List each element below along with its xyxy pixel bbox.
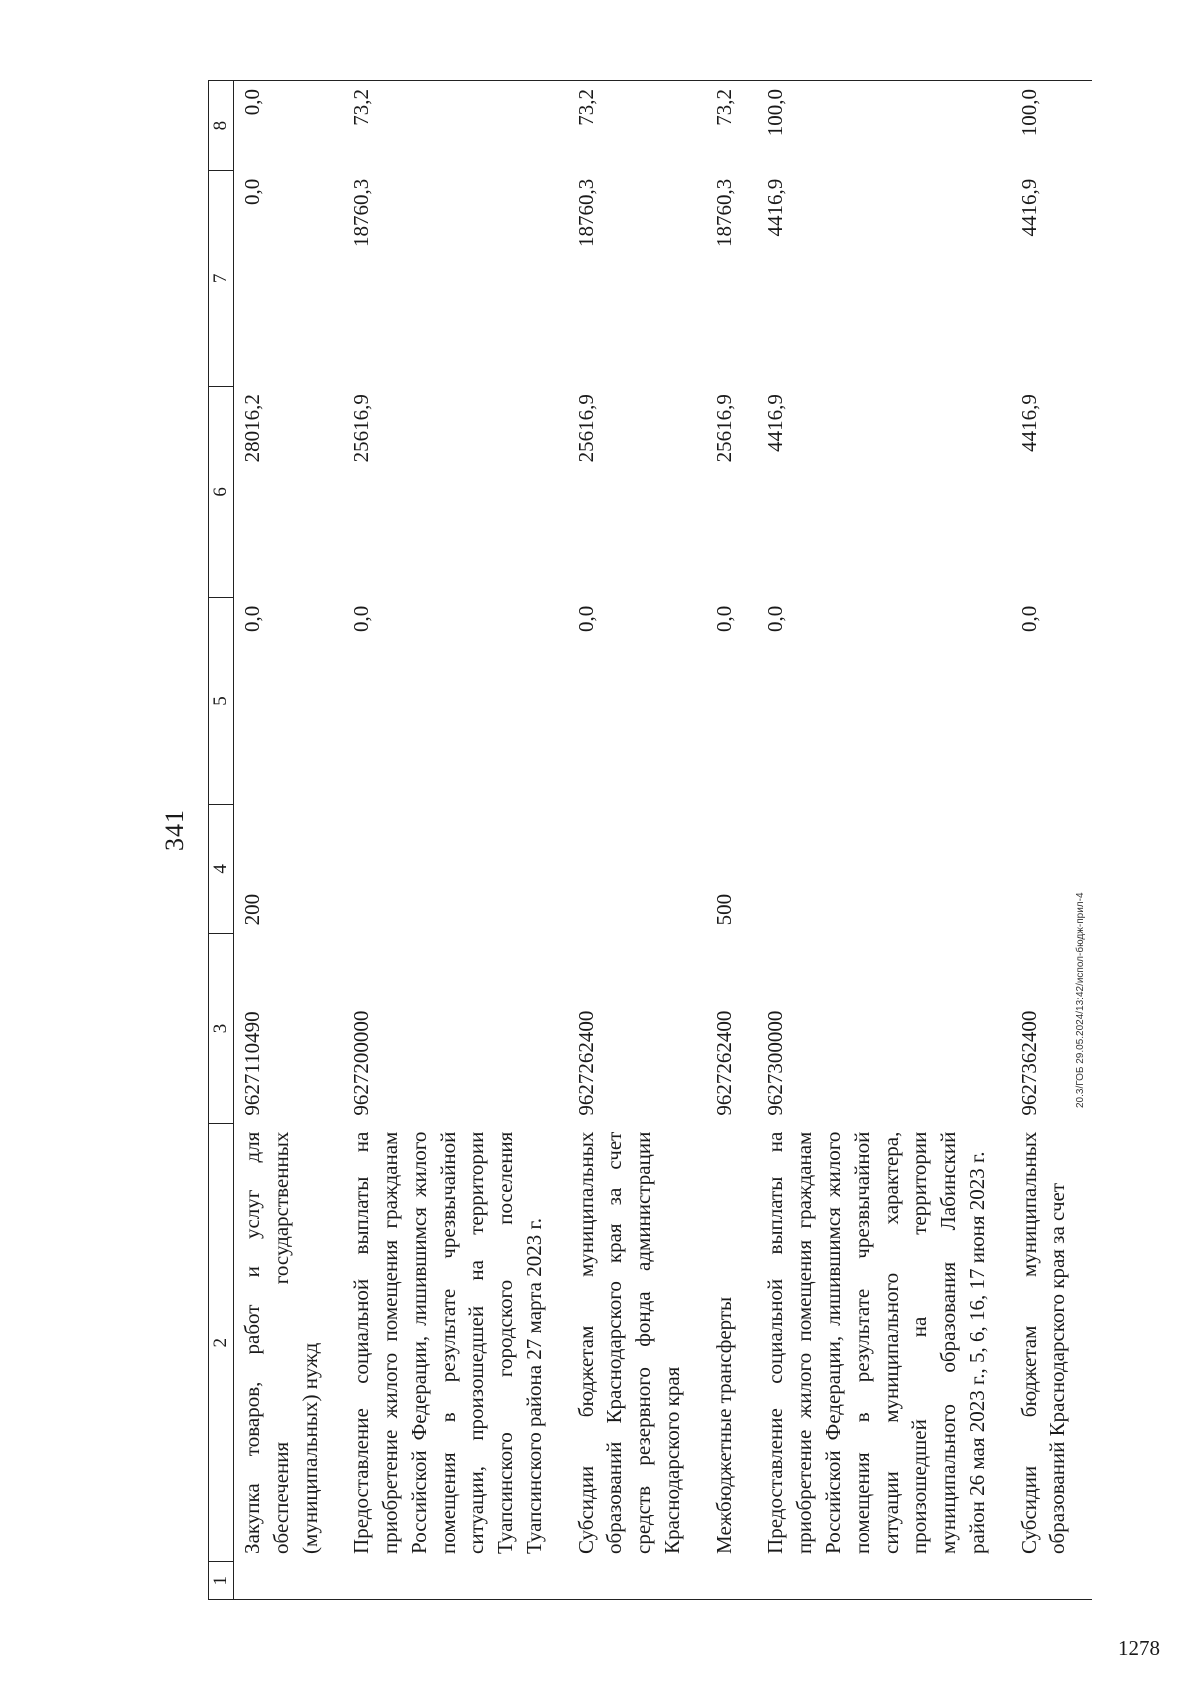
row-value-5: 0,0 (349, 605, 374, 632)
column-header-6: 6 (209, 386, 234, 598)
column-header-5: 5 (209, 598, 234, 805)
table-row (569, 81, 707, 1600)
header-row (209, 81, 234, 1600)
table-row (707, 81, 759, 1600)
table-body (234, 81, 1093, 1600)
row-index-cell (344, 1562, 568, 1600)
row-value-6: 25616,9 (573, 394, 598, 463)
row-value-5: 0,0 (1016, 605, 1041, 632)
table-row (344, 81, 568, 1600)
row-expense-type (344, 804, 568, 933)
row-value-8: 73,2 (707, 81, 759, 171)
row-description: Закупка товаров, работ и услуг для обеспечения государственных (муниципальных) нужд (240, 1131, 322, 1554)
row-value-8: 73,2 (344, 81, 568, 171)
row-value-7: 18760,3 (349, 178, 374, 247)
row-value-7: 18760,3 (573, 178, 598, 247)
row-value-6: 25616,9 (349, 394, 374, 463)
row-expense-type: 200 (240, 893, 264, 926)
sheet-number: 1278 (1118, 1636, 1160, 1660)
budget-execution-table (208, 80, 1092, 1600)
row-target-code: 9627300000 (763, 1010, 788, 1116)
row-value-6: 28016,2 (240, 394, 264, 463)
row-value-6: 4416,9 (1016, 394, 1041, 452)
row-value-5: 0,0 (240, 605, 264, 632)
row-value-5: 0,0 (763, 605, 788, 632)
table-header (209, 81, 234, 1600)
row-index-cell (1012, 1562, 1093, 1600)
row-description: Субсидии бюджетам муниципальных образований Краснодарского края за счет средств резервного фонда администрации Краснодарского края (573, 1131, 684, 1554)
row-target-code: 9627262400 (573, 1010, 598, 1116)
column-header-1: 1 (209, 1562, 234, 1600)
row-value-7: 18760,3 (711, 178, 736, 247)
row-value-7: 4416,9 (1016, 178, 1041, 237)
row-index-cell (758, 1562, 1011, 1600)
row-description: Предоставление социальной выплаты на приобретение жилого помещения гражданам Российской Федерации, лишившимся жилого помещения в результате чрезвычайной ситуации, произошедшей на территории Туапсинского городского поселения Туапсинского района 27 марта 2023 г. (349, 1131, 546, 1554)
column-header-3: 3 (209, 933, 234, 1123)
column-header-8: 8 (209, 81, 234, 171)
row-value-8: 73,2 (569, 81, 707, 171)
row-expense-type (569, 804, 707, 933)
row-index-cell (234, 1562, 345, 1600)
table-row (1012, 81, 1093, 1600)
row-index-cell (569, 1562, 707, 1600)
column-header-4: 4 (209, 804, 234, 933)
row-value-6: 4416,9 (763, 394, 788, 452)
row-target-code: 9627262400 (711, 1010, 736, 1116)
column-header-2: 2 (209, 1124, 234, 1562)
row-target-code: 9627362400 (1016, 1010, 1041, 1116)
page-number: 341 (160, 809, 189, 851)
row-target-code: 9627200000 (349, 1010, 374, 1116)
row-value-6: 25616,9 (711, 394, 736, 463)
table-row (758, 81, 1011, 1600)
row-index-cell (707, 1562, 759, 1600)
row-description: Субсидии бюджетам муниципальных образований Краснодарского края за счет (1016, 1131, 1070, 1554)
table-row (234, 81, 345, 1600)
row-value-5: 0,0 (573, 605, 598, 632)
row-expense-type (758, 804, 1011, 933)
row-target-code: 9627110490 (240, 1011, 264, 1116)
row-expense-type: 500 (711, 893, 736, 926)
column-header-7: 7 (209, 171, 234, 386)
row-value-5: 0,0 (711, 605, 736, 632)
row-value-7: 4416,9 (763, 178, 788, 237)
row-value-8: 100,0 (758, 81, 1011, 171)
row-value-8: 100,0 (1012, 81, 1093, 171)
row-description: Предоставление социальной выплаты на приобретение жилого помещения гражданам Российской Федерации, лишившимся жилого помещения в результате чрезвычайной ситуации муниципального характера, произошедшей на территории муниципального образования Лабинский район 26 мая 2023 г., 5, 6, 16, 17 июня 2023 г. (763, 1131, 989, 1554)
row-value-8: 0,0 (234, 81, 345, 171)
margin-stamp: 20.3/ГОБ 29.05.2024/13:42/испол-бюдж-прил-4 (1075, 892, 1086, 1108)
rotated-page-content (140, 60, 1200, 1620)
row-description: Межбюджетные трансферты (711, 1296, 736, 1554)
row-value-7: 0,0 (240, 178, 264, 205)
